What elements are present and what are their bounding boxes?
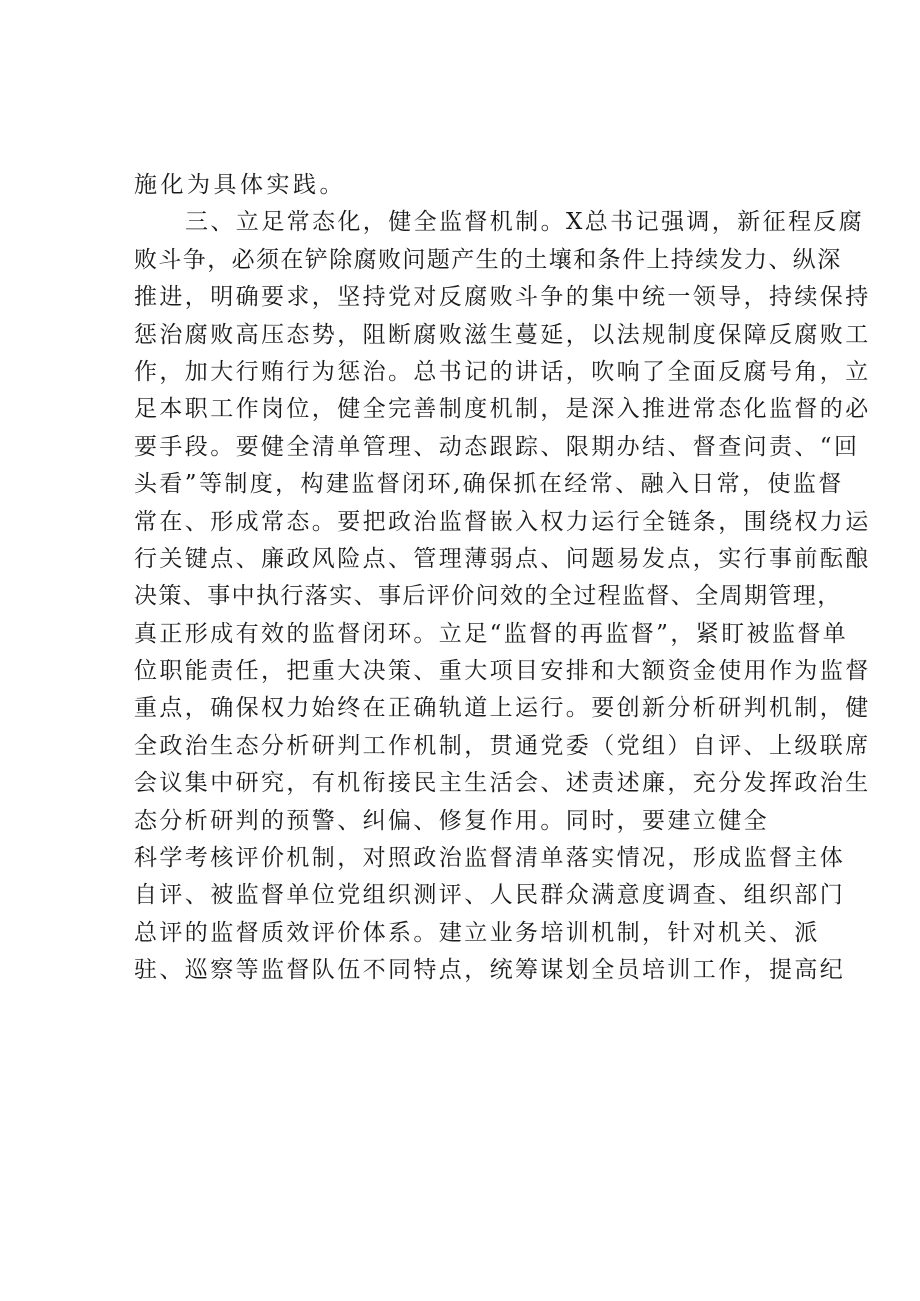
- text-line-5: 惩治腐败高压态势，阻断腐败滋生蔓延，以法规制度保障反腐败工: [134, 321, 871, 348]
- text-line-10: 常在、形成常态。要把政治监督嵌入权力运行全链条，围绕权力运: [134, 508, 871, 535]
- text-line-12: 决策、事中执行落实、事后评价问效的全过程监督、全周期管理，: [134, 583, 842, 610]
- text-line-8: 要手段。要健全清单管理、动态跟踪、限期办结、督查问责、“回: [134, 433, 860, 460]
- text-line-16: 全政治生态分析研判工作机制，贯通党委（党组）自评、上级联席: [134, 732, 871, 759]
- text-line-6: 作，加大行贿行为惩治。总书记的讲话，吹响了全面反腐号角，立: [134, 358, 871, 385]
- text-line-13: 真正形成有效的监督闭环。立足“监督的再监督”，紧盯被监督单: [134, 620, 849, 647]
- text-line-9: 头看”等制度，构建监督闭环,确保抓在经常、融入日常，使监督: [134, 471, 844, 498]
- text-line-22: 驻、巡察等监督队伍不同特点，统筹谋划全员培训工作，提高纪: [134, 957, 846, 984]
- text-line-3: 败斗争，必须在铲除腐败问题产生的土壤和条件上持续发力、纵深: [134, 246, 842, 273]
- text-line-20: 自评、被监督单位党组织测评、人民群众满意度调查、组织部门: [134, 882, 846, 909]
- text-line-1: 施化为具体实践。: [134, 172, 346, 198]
- text-line-17: 会议集中研究，有机衔接民主生活会、述责述廉，充分发挥政治生: [134, 770, 871, 797]
- text-line-4: 推进，明确要求，坚持党对反腐败斗争的集中统一领导，持续保持: [134, 284, 871, 311]
- document-body: [134, 167, 871, 990]
- text-line-11: 行关键点、廉政风险点、管理薄弱点、问题易发点，实行事前酝酿: [134, 545, 871, 572]
- text-line-19: 科学考核评价机制，对照政治监督清单落实情况，形成监督主体: [134, 845, 846, 872]
- text-line-15: 重点，确保权力始终在正确轨道上运行。要创新分析研判机制，健: [134, 695, 871, 722]
- text-line-21: 总评的监督质效评价体系。建立业务培训机制，针对机关、派: [134, 919, 820, 946]
- text-line-7: 足本职工作岗位，健全完善制度机制，是深入推进常态化监督的必: [134, 396, 871, 423]
- text-line-18: 态分析研判的预警、纠偏、修复作用。同时，要建立健全: [134, 807, 769, 834]
- section-heading-line: 三、立足常态化，健全监督机制。X总书记强调，新征程反腐: [185, 209, 865, 236]
- text-line-14: 位职能责任，把重大决策、重大项目安排和大额资金使用作为监督: [134, 658, 871, 685]
